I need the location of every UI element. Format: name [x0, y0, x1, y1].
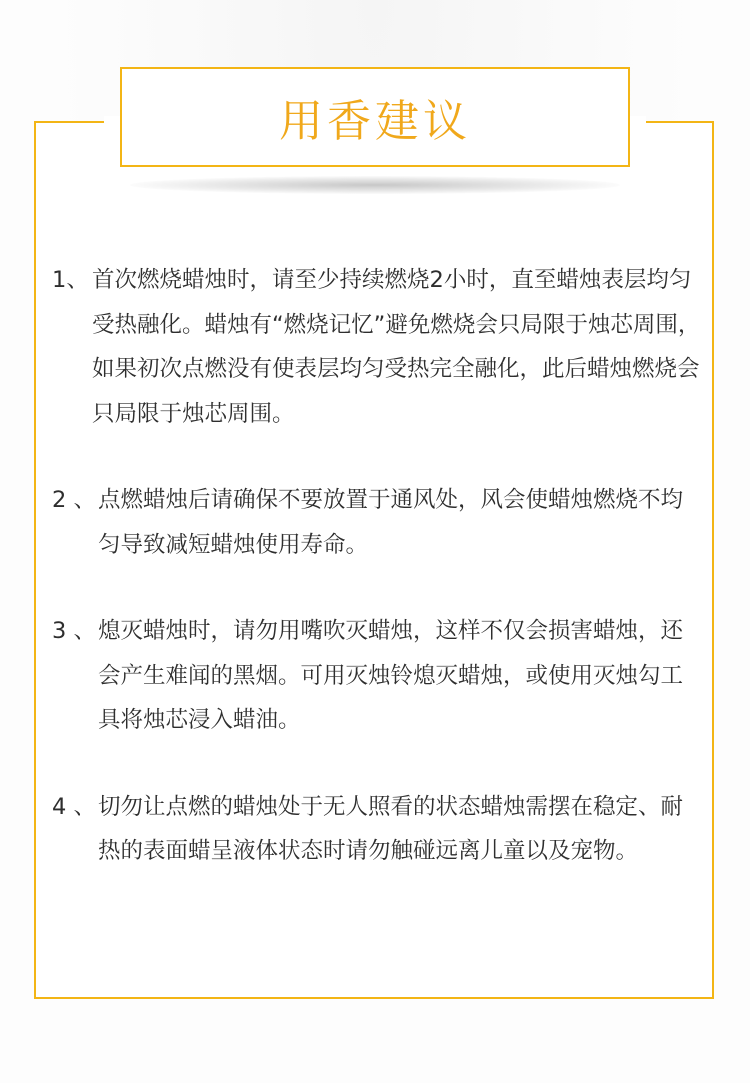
title-box: [120, 67, 630, 167]
list-item: [52, 258, 702, 436]
item-text: 点燃蜡烛后请确保不要放置于通风处，风会使蜡烛燃烧不均匀导致减短蜡烛使用寿命。: [98, 487, 684, 558]
list-item: [52, 785, 702, 874]
item-number: 2 、: [52, 487, 96, 513]
item-number: 4 、: [52, 793, 96, 820]
item-text: 切勿让点燃的蜡烛处于无人照看的状态蜡烛需摆在稳定、耐热的表面蜡呈液体状态时请勿触碰远离儿童以及宠物。: [98, 793, 684, 864]
usage-tips-list: [52, 258, 702, 874]
item-number: 1、: [52, 267, 89, 293]
list-item: [52, 609, 702, 743]
page-title: 用香建议: [279, 96, 471, 147]
list-item: [52, 478, 702, 567]
item-text: 熄灭蜡烛时，请勿用嘴吹灭蜡烛，这样不仅会损害蜡烛，还会产生难闻的黑烟。可用灭烛铃熄灭蜡烛，或使用灭烛勾工具将烛芯浸入蜡油。: [98, 618, 684, 733]
item-number: 3 、: [52, 618, 96, 644]
title-shadow: [130, 176, 620, 194]
item-text: 首次燃烧蜡烛时，请至少持续燃烧2小时，直至蜡烛表层均匀受热融化。蜡烛有“燃烧记忆”避免燃烧会只局限于烛芯周围，如果初次点燃没有使表层均匀受热完全融化，此后蜡烛燃烧会只局限于烛芯周围。: [92, 267, 701, 427]
